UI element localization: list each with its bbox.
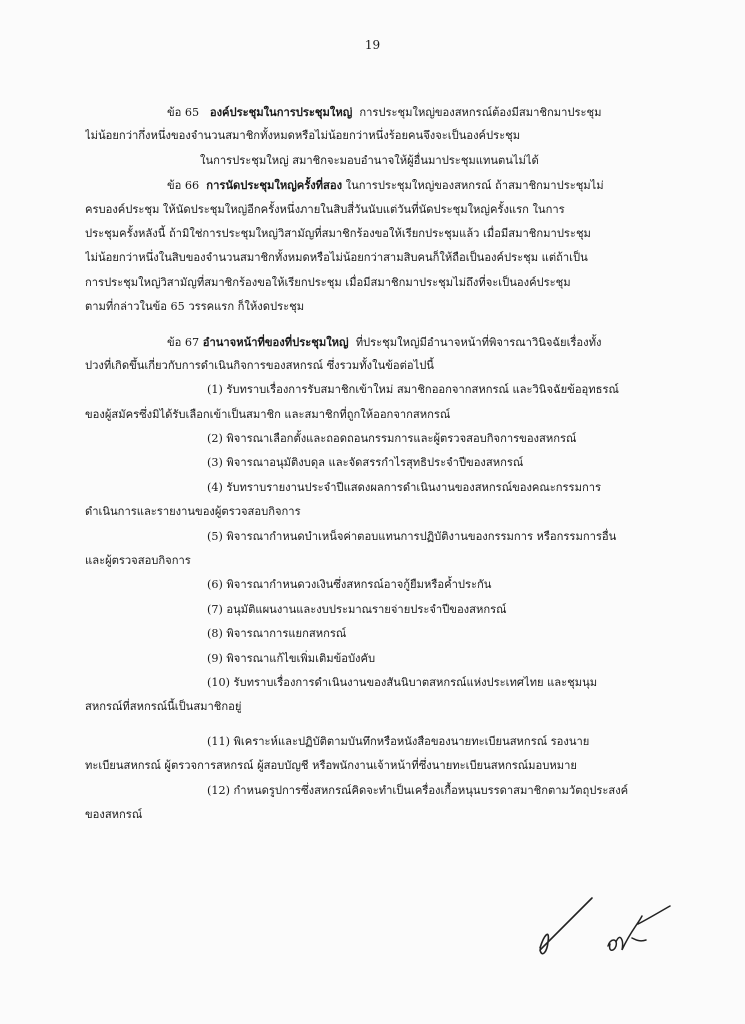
clause-67-item-1-cont: ของผู้สมัครซึ่งมิได้รับเลือกเข้าเป็นสมาชิก และสมาชิกที่ถูกให้ออกจากสหกรณ์ xyxy=(85,407,451,421)
clause-67-item-12: (12) กำหนดรูปการซึ่งสหกรณ์คิดจะทำเป็นเครื่องเกื้อหนุนบรรดาสมาชิกตามวัตถุประสงค์ xyxy=(207,783,629,797)
clause-67-number: ข้อ 67 xyxy=(167,335,200,349)
clause-67-title: อำนาจหน้าที่ของที่ประชุมใหญ่ xyxy=(202,334,349,349)
clause-65-line-3: ในการประชุมใหญ่ สมาชิกจะมอบอำนาจให้ผู้อื่นมาประชุมแทนตนไม่ได้ xyxy=(200,153,539,167)
clause-65-line-2: ไม่น้อยกว่ากึ่งหนึ่งของจำนวนสมาชิกทั้งหมดหรือไม่น้อยกว่าหนึ่งร้อยคนจึงจะเป็นองค์ประชุม xyxy=(85,129,521,143)
clause-65-text-1: การประชุมใหญ่ของสหกรณ์ต้องมีสมาชิกมาประชุม xyxy=(359,106,602,119)
clause-66-line-4: ไม่น้อยกว่าหนึ่งในสิบของจำนวนสมาชิกทั้งหมดหรือไม่น้อยกว่าสามสิบคนก็ให้ถือเป็นองค์ประชุม แต่ถ้าเป็น xyxy=(85,251,588,265)
clause-67-item-5-cont: และผู้ตรวจสอบกิจการ xyxy=(85,554,191,568)
clause-66-number: ข้อ 66 xyxy=(167,179,200,193)
clause-67-item-7: (7) อนุมัติแผนงานและงบประมาณรายจ่ายประจำปีของสหกรณ์ xyxy=(207,602,507,616)
clause-67-item-1: (1) รับทราบเรื่องการรับสมาชิกเข้าใหม่ สมาชิกออกจากสหกรณ์ และวินิจฉัยข้ออุทธรณ์ xyxy=(207,383,619,397)
clause-67-item-4-cont: ดำเนินการและรายงานของผู้ตรวจสอบกิจการ xyxy=(85,505,301,519)
clause-66-title: การนัดประชุมใหญ่ครั้งที่สอง xyxy=(206,178,343,193)
clause-66-line-2: ครบองค์ประชุม ให้นัดประชุมใหญ่อีกครั้งหนึ่งภายในสิบสี่วันนับแต่วันที่นัดประชุมใหญ่ครั้งแรก ในการ xyxy=(85,202,565,216)
clause-67-line-2: ปวงที่เกิดขึ้นเกี่ยวกับการดำเนินกิจการของสหกรณ์ ซึ่งรวมทั้งในข้อต่อไปนี้ xyxy=(85,358,434,372)
clause-67-item-5: (5) พิจารณากำหนดบำเหน็จค่าตอบแทนการปฏิบัติงานของกรรมการ หรือกรรมการอื่น xyxy=(207,529,617,543)
clause-67-item-9: (9) พิจารณาแก้ไขเพิ่มเติมข้อบังคับ xyxy=(207,651,376,665)
clause-66-line-6: ตามที่กล่าวในข้อ 65 วรรคแรก ก็ให้งดประชุม xyxy=(85,300,305,314)
clause-67-item-2: (2) พิจารณาเลือกตั้งและถอดถอนกรรมการและผู้ตรวจสอบกิจการของสหกรณ์ xyxy=(207,432,577,446)
clause-67-item-10-cont: สหกรณ์ที่สหกรณ์นี้เป็นสมาชิกอยู่ xyxy=(85,700,242,714)
clause-67-line-1 xyxy=(85,330,660,354)
page-number: 19 xyxy=(364,38,381,52)
document-body xyxy=(85,100,660,827)
clause-66-line-1 xyxy=(85,173,660,197)
signature-1 xyxy=(540,898,592,954)
clause-66-line-5: การประชุมใหญ่วิสามัญที่สมาชิกร้องขอให้เรียกประชุม เมื่อมีสมาชิกมาประชุมไม่ถึงที่จะเป็นองค์ประชุม xyxy=(85,275,571,289)
clause-67-text-1: ที่ประชุมใหญ่มีอำนาจหน้าที่พิจารณาวินิจฉัยเรื่องทั้ง xyxy=(355,335,602,349)
clause-67-item-3: (3) พิจารณาอนุมัติงบดุล และจัดสรรกำไรสุทธิประจำปีของสหกรณ์ xyxy=(207,456,524,470)
clause-66-text-1: ในการประชุมใหญ่ของสหกรณ์ ถ้าสมาชิกมาประชุมไม่ xyxy=(345,179,604,193)
handwritten-signatures xyxy=(520,880,710,970)
clause-67-item-10: (10) รับทราบเรื่องการดำเนินงานของสันนิบาตสหกรณ์แห่งประเทศไทย และชุมนุม xyxy=(207,675,598,689)
signature-2 xyxy=(608,906,670,950)
clause-65-number: ข้อ 65 xyxy=(167,106,200,119)
clause-66-line-3: ประชุมครั้งหลังนี้ ถ้ามิใช่การประชุมใหญ่วิสามัญที่สมาชิกร้องขอให้เรียกประชุมแล้ว เมื่อมีสมาชิกมาประชุม xyxy=(85,226,591,240)
clause-67-item-8: (8) พิจารณาการแยกสหกรณ์ xyxy=(207,627,347,641)
clause-65-line-1 xyxy=(85,100,660,124)
clause-67-item-11-cont: ทะเบียนสหกรณ์ ผู้ตรวจการสหกรณ์ ผู้สอบบัญชี หรือพนักงานเจ้าหน้าที่ซึ่งนายทะเบียนสหกรณ์มอบหมาย xyxy=(85,759,577,773)
signatures xyxy=(520,880,710,970)
clause-67-item-11: (11) พิเคราะห์และปฏิบัติตามบันทึกหรือหนังสือของนายทะเบียนสหกรณ์ รองนาย xyxy=(207,734,590,748)
clause-67-item-12-cont: ของสหกรณ์ xyxy=(85,807,143,821)
clause-67-item-6: (6) พิจารณากำหนดวงเงินซึ่งสหกรณ์อาจกู้ยืมหรือค้ำประกัน xyxy=(207,578,492,592)
clause-67-item-4: (4) รับทราบรายงานประจำปีแสดงผลการดำเนินงานของสหกรณ์ของคณะกรรมการ xyxy=(207,480,602,494)
clause-65-title: องค์ประชุมในการประชุมใหญ่ xyxy=(209,105,353,119)
